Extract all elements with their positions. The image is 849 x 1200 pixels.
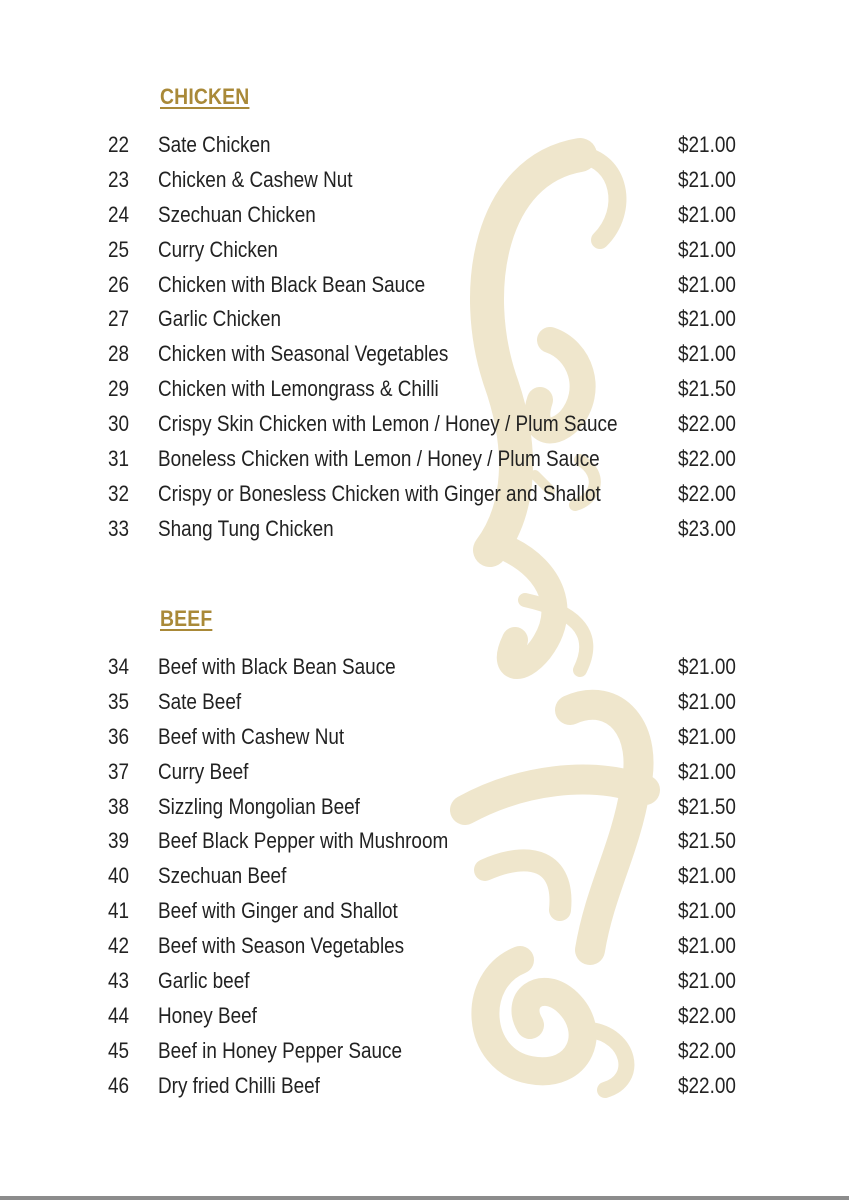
item-number: 26 xyxy=(108,271,130,297)
item-number: 33 xyxy=(108,515,130,541)
menu-item xyxy=(0,1072,849,1107)
item-number: 30 xyxy=(108,411,130,437)
item-name: Sate Chicken xyxy=(158,132,271,157)
item-number: 36 xyxy=(108,723,130,749)
item-price: $21.50 xyxy=(678,828,736,854)
item-number: 32 xyxy=(108,480,130,506)
menu-item xyxy=(0,340,849,375)
item-number: 43 xyxy=(108,968,130,994)
item-price: $21.00 xyxy=(678,654,736,679)
menu-item xyxy=(0,827,849,862)
item-price: $21.00 xyxy=(678,968,736,994)
menu-item xyxy=(0,967,849,1002)
menu-item xyxy=(0,515,849,550)
item-name: Sizzling Mongolian Beef xyxy=(158,793,360,819)
menu-item xyxy=(0,723,849,758)
item-name: Garlic Chicken xyxy=(158,306,282,332)
item-number: 28 xyxy=(108,341,130,367)
menu-item xyxy=(0,445,849,480)
menu-item xyxy=(0,653,849,688)
item-name: Honey Beef xyxy=(158,1002,257,1028)
item-price: $21.00 xyxy=(678,271,736,297)
item-price: $21.00 xyxy=(678,758,736,784)
item-price: $22.00 xyxy=(678,1037,736,1063)
menu-list-beef xyxy=(0,653,849,1107)
item-price: $22.00 xyxy=(678,411,736,437)
item-number: 34 xyxy=(108,654,130,679)
item-name: Szechuan Chicken xyxy=(158,201,316,227)
item-price: $21.00 xyxy=(678,688,736,714)
item-number: 41 xyxy=(108,898,130,924)
item-name: Crispy or Bonesless Chicken with Ginger and Shallot xyxy=(158,480,601,506)
item-price: $21.00 xyxy=(678,898,736,924)
item-price: $21.00 xyxy=(678,306,736,332)
item-price: $21.00 xyxy=(678,341,736,367)
menu-item xyxy=(0,932,849,967)
menu-item xyxy=(0,1037,849,1072)
menu-item xyxy=(0,862,849,897)
item-name: Beef with Black Bean Sauce xyxy=(158,654,396,679)
item-price: $22.00 xyxy=(678,1002,736,1028)
item-number: 38 xyxy=(108,793,130,819)
item-name: Chicken with Lemongrass & Chilli xyxy=(158,376,439,402)
menu-item xyxy=(0,166,849,201)
item-price: $21.00 xyxy=(678,132,736,157)
item-number: 24 xyxy=(108,201,130,227)
item-name: Shang Tung Chicken xyxy=(158,515,334,541)
menu-item xyxy=(0,688,849,723)
item-name: Garlic beef xyxy=(158,968,250,994)
menu-item xyxy=(0,305,849,340)
item-price: $21.50 xyxy=(678,376,736,402)
item-number: 42 xyxy=(108,933,130,959)
menu-item xyxy=(0,793,849,828)
item-name: Crispy Skin Chicken with Lemon / Honey / Plum Sauce xyxy=(158,411,618,437)
item-name: Beef with Season Vegetables xyxy=(158,933,405,959)
item-number: 29 xyxy=(108,376,130,402)
item-price: $21.00 xyxy=(678,236,736,262)
menu-item xyxy=(0,480,849,515)
item-name: Sate Beef xyxy=(158,688,242,714)
item-number: 27 xyxy=(108,306,130,332)
item-number: 37 xyxy=(108,758,130,784)
item-price: $21.00 xyxy=(678,863,736,889)
item-name: Beef with Cashew Nut xyxy=(158,723,345,749)
item-price: $22.00 xyxy=(678,446,736,472)
section-title: CHICKEN xyxy=(160,84,250,109)
item-name: Beef Black Pepper with Mushroom xyxy=(158,828,449,854)
item-number: 22 xyxy=(108,132,130,157)
item-name: Chicken with Black Bean Sauce xyxy=(158,271,426,297)
menu-item xyxy=(0,131,849,166)
menu-item xyxy=(0,758,849,793)
item-price: $21.00 xyxy=(678,933,736,959)
item-number: 35 xyxy=(108,688,130,714)
menu-list-chicken xyxy=(0,131,849,550)
item-price: $22.00 xyxy=(678,480,736,506)
item-name: Szechuan Beef xyxy=(158,863,287,889)
item-name: Curry Chicken xyxy=(158,236,278,262)
item-price: $21.00 xyxy=(678,723,736,749)
item-number: 39 xyxy=(108,828,130,854)
item-name: Chicken with Seasonal Vegetables xyxy=(158,341,449,367)
item-price: $23.00 xyxy=(678,515,736,541)
menu-item xyxy=(0,271,849,306)
item-price: $21.00 xyxy=(678,201,736,227)
item-number: 40 xyxy=(108,863,130,889)
item-number: 45 xyxy=(108,1037,130,1063)
menu-item xyxy=(0,1002,849,1037)
menu-item xyxy=(0,897,849,932)
item-name: Curry Beef xyxy=(158,758,249,784)
item-price: $21.00 xyxy=(678,166,736,192)
menu-item xyxy=(0,201,849,236)
item-number: 23 xyxy=(108,166,130,192)
item-number: 46 xyxy=(108,1072,130,1098)
item-price: $22.00 xyxy=(678,1072,736,1098)
item-number: 25 xyxy=(108,236,130,262)
item-name: Boneless Chicken with Lemon / Honey / Plum Sauce xyxy=(158,446,600,472)
section-title: BEEF xyxy=(160,606,213,631)
item-name: Beef in Honey Pepper Sauce xyxy=(158,1037,403,1063)
item-name: Dry fried Chilli Beef xyxy=(158,1072,320,1098)
item-name: Chicken & Cashew Nut xyxy=(158,166,353,192)
menu-item xyxy=(0,236,849,271)
item-price: $21.50 xyxy=(678,793,736,819)
menu-item xyxy=(0,375,849,410)
bottom-divider xyxy=(0,1196,849,1200)
item-number: 31 xyxy=(108,446,130,472)
item-number: 44 xyxy=(108,1002,130,1028)
item-name: Beef with Ginger and Shallot xyxy=(158,898,398,924)
menu-item xyxy=(0,410,849,445)
